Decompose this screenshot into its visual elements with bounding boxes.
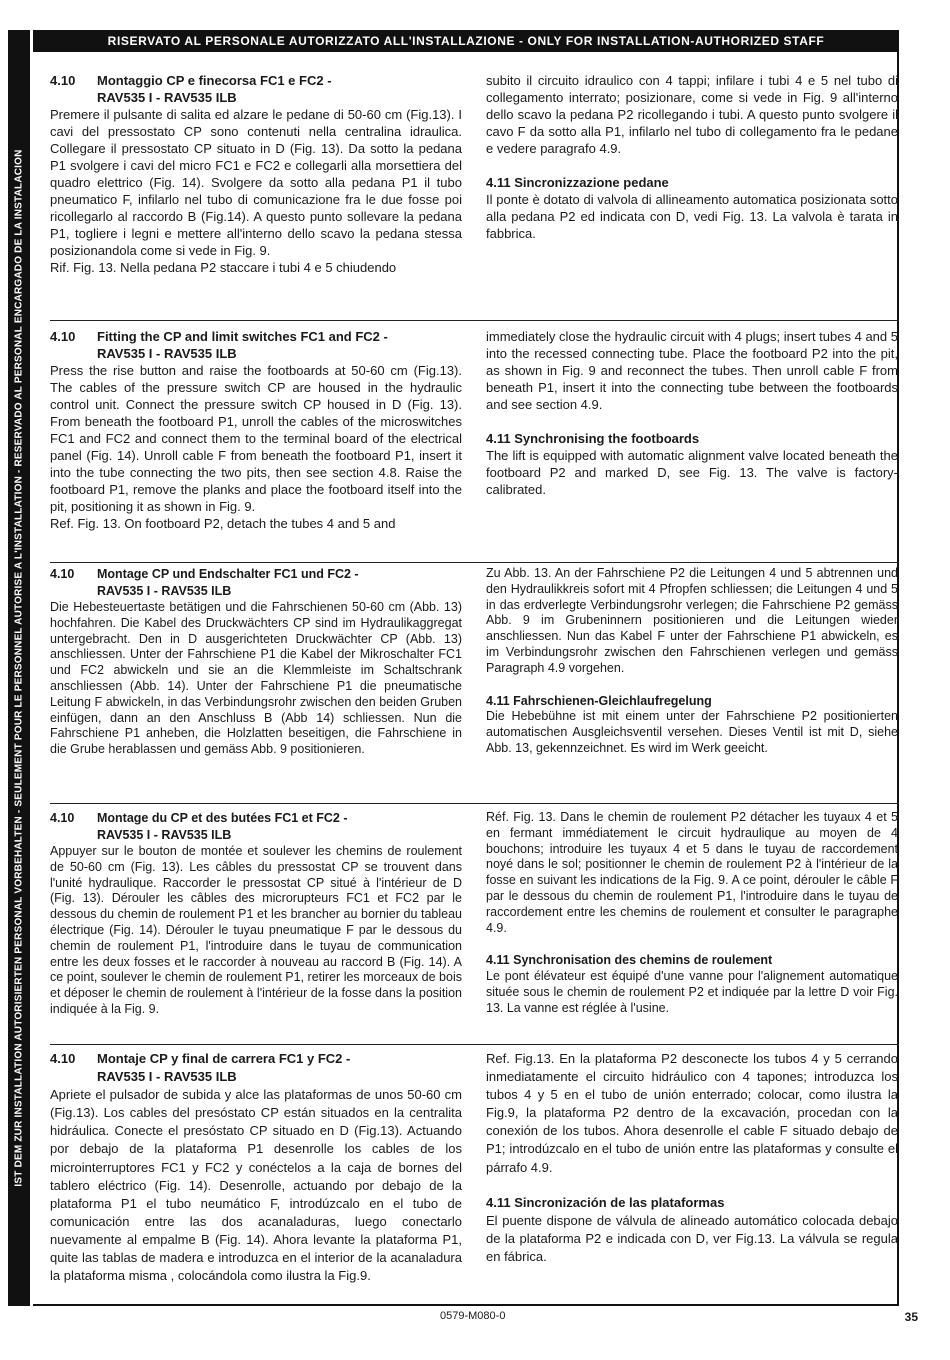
section-body-right: Réf. Fig. 13. Dans le chemin de roulement P2 détacher les tuyaux 4 et 5 en fermant immédiatement le circuit hydraulique au moyen de 4 bouchons; introduire les tuyaux 4 et 5 dans le tuyau de raccordement noyé dans le sol; positionner le chemin de roulement P2 à l'intérieur de la fosse en suivant les indications de la Fig. 9. A ce point, dérouler le câble F par le dessous du chemin de roulement P1, l'introduire dans le tuyau de raccordement entre les chemins de roulement et consulter le paragraphe 4.9. (486, 810, 898, 935)
section-french-right (486, 810, 898, 1017)
subsection-heading: 4.11 Sincronización de las plataformas (486, 1194, 725, 1210)
section-german-right (486, 566, 898, 757)
subsection-heading: 4.11 Synchronising the footboards (486, 431, 700, 446)
section-body: Apriete el pulsador de subida y alce las plataformas de unos 50-60 cm (Fig.13). Los cables del presóstato CP están situados en la centralita hidráulica. Conecte el presóstato CP situado en D (Fig.13). Actuando por debajo de la plataforma P1 desenrolle los cables de los microinterruptores FC1 y FC2 y conéctelos a la caja de bornes del tablero eléctrico (Fig. 14). Desenrolle, actuando por debajo de la plataforma P1 el tubo neumático F, introdúzcalo en el tubo de comunicación entre las dos acanaladuras, luego conectarlo nuevamente al empalme B (Fig. 14). Ahora levante la plataforma P1, quite las tablas de madera e introduzca en el interior de la acanaladura la plataforma misma , colocándola como ilustra la Fig.9. (50, 1087, 462, 1284)
section-heading: 4.10 Montaje CP y final de carrera FC1 y FC2 - RAV535 I - RAV535 ILB (50, 1051, 351, 1085)
section-spanish-right (486, 1050, 898, 1266)
section-english (50, 328, 899, 556)
section-body-right: Zu Abb. 13. An der Fahrschiene P2 die Leitungen 4 und 5 abtrennen und den Hydraulikkreis sofort mit 4 Pfropfen schliessen; die Leitungen 4 und 5 in das erdverlegte Verbindungsrohr verlegen; die Fahrschiene P2 gemäss Abb. 9 im Grubeninnern positionieren und die Leitungen wieder anschliessen. Nun das Kabel F unter der Fahrschiene P1 abwickeln, es im Verbindungsrohr zwischen den Fahrschienen verlegen und gemäss Paragraph 4.9 vorgehen. (486, 566, 898, 675)
side-banner (8, 30, 30, 1306)
section-italian-left (50, 72, 462, 276)
section-italian-right (486, 72, 898, 242)
section-spanish (50, 1050, 899, 1300)
section-divider (50, 1044, 899, 1045)
section-body-continued: Ref. Fig. 13. On footboard P2, detach the tubes 4 and 5 and (50, 516, 396, 531)
section-italian (50, 72, 899, 312)
subsection-body: Le pont élévateur est équipé d'une vanne pour l'alignement automatique située sous le chemin de roulement P2 et indiquée par la lettre D voir Fig. 13. La vanne est réglée à l'usine. (486, 969, 898, 1015)
subsection-heading: 4.11 Fahrschienen-Gleichlaufregelung (486, 693, 712, 708)
section-heading: 4.10 Montage CP und Endschalter FC1 und FC2 - RAV535 I - RAV535 ILB (50, 567, 359, 598)
section-body-right: subito il circuito idraulico con 4 tappi; infilare i tubi 4 e 5 nel tubo di collegamento interrato; posizionare, come si vede in Fig. 9 all'interno dello scavo la pedana P2 ricollegando i tubi. A questo punto svolgere il cavo F da sotto alla P1, infilarlo nel tubo di collegamento fra le pedane e vedere paragrafo 4.9. (486, 73, 898, 156)
section-body-right: immediately close the hydraulic circuit with 4 plugs; insert tubes 4 and 5 into the recessed connecting tube. Place the footboard P2 into the pit, as shown in Fig. 9 and reconnect the tubes. Then unroll cable F from beneath P1, insert it into the connecting tube between the footboards and see section 4.9. (486, 329, 898, 412)
subsection-body: El puente dispone de válvula de alineado automático colocada debajo de la plataforma P2 e indicada con D, ver Fig.13. La válvula se regula en fábrica. (486, 1212, 898, 1264)
section-body: Appuyer sur le bouton de montée et soulever les chemins de roulement de 50-60 cm (Fig. 13). Les câbles du pressostat CP se trouvent dans l'unité hydraulique. Raccorder le pressostat CP situé à l'intérieur de D (Fig. 13). Dérouler les câbles des microrupteurs FC1 et FC2 par le dessous du chemin de roulement P1 et les brancher au bornier du tableau électrique (Fig. 14). Dérouler le tuyau pneumatique F par le dessous du chemin de roulement P1, l'introduire dans le tuyau de communication entre les deux fosses et le raccorder à nouveau au raccord B (Fig. 14). A ce point, soulever le chemin de roulement P1, retirer les morceaux de bois et déposer le chemin de roulement à l'intérieur de la fosse dans la position indiquée à la Fig. 9. (50, 844, 462, 1016)
section-spanish-left (50, 1050, 462, 1285)
section-body-right: Ref. Fig.13. En la plataforma P2 desconecte los tubos 4 y 5 cerrando inmediatamente el circuito hidráulico con 4 tapones; introduzca los tubos 4 y 5 en el tubo de unión enterrado; colocar, como ilustra la Fig.9, la plataforma P2 dentro de la excavación, procedan con la conexión de los tubos. Ahora desenrolle el cable F situado debajo de P1; introdúzcalo en el tubo de unión entre las plataformas y consulte el párrafo 4.9. (486, 1051, 898, 1175)
side-banner-text: IST DEM ZUR INSTALLATION AUTORISIERTEN PERSONAL VORBEHALTEN - SEULEMENT POUR LE PERSONNEL AUTORISE A L'INSTALLATION - RESERVADO AL PERSONAL ENCARGADO DE LA INSTALACION (13, 149, 25, 1187)
top-banner: RISERVATO AL PERSONALE AUTORIZZATO ALL'INSTALLAZIONE - ONLY FOR INSTALLATION-AUTHORIZED STAFF (33, 30, 899, 52)
section-heading: 4.10 Montaggio CP e finecorsa FC1 e FC2 - RAV535 I - RAV535 ILB (50, 73, 332, 105)
section-english-right (486, 328, 898, 498)
subsection-body: The lift is equipped with automatic alignment valve located beneath the footboard P2 and marked D, see Fig. 13. The valve is factory-calibrated. (486, 448, 898, 497)
section-heading: 4.10 Montage du CP et des butées FC1 et FC2 - RAV535 I - RAV535 ILB (50, 811, 348, 842)
section-english-left (50, 328, 462, 532)
section-german (50, 566, 899, 796)
section-divider (50, 320, 899, 321)
section-body: Die Hebesteuertaste betätigen und die Fahrschienen 50-60 cm (Abb. 13) hochfahren. Die Kabel des Druckwächters CP sind im Hydraulikaggregat untergebracht. Den in D ausgerichteten Druckwächter CP (Abb. 13) anschliessen. Unter der Fahrschiene P1 die Kabel der Mikroschalter FC1 und FC2 abwickeln und sie an die Klemmleiste im Schaltschrank anschliessen (Abb. 14). Unter der Fahrschiene P1 die pneumatische Leitung F abwickeln, in das Verbindungsrohr zwischen den beiden Gruben einfügen, dann an den Anschluss B (Abb 14) schliessen. Nun die Fahrschiene P1 anheben, die Holzlatten beseitigen, die Fahrschiene in die Grube herablassen und gemäss Abb. 9 positionieren. (50, 600, 462, 757)
section-heading: 4.10 Fitting the CP and limit switches FC1 and FC2 - RAV535 I - RAV535 ILB (50, 329, 388, 361)
subsection-body: Il ponte è dotato di valvola di allineamento automatica posizionata sotto alla pedana P2 ed indicata con D, vedi Fig. 13. La valvola è tarata in fabbrica. (486, 192, 898, 241)
page-number: 35 (904, 1310, 918, 1324)
document-code: 0579-M080-0 (440, 1310, 506, 1322)
subsection-heading: 4.11 Sincronizzazione pedane (486, 175, 669, 190)
section-body: Press the rise button and raise the footboards at 50-60 cm (Fig.13). The cables of the pressure switch CP are housed in the hydraulic control unit. Connect the pressure switch CP housed in D (Fig. 13). From beneath the footboard P1, unroll the cables of the microswitches FC1 and FC2 and connect them to the terminal board of the electrical panel (Fig. 14). Unroll cable F from beneath the footboard P1, insert it into the tube connecting the two pits, then see section 4.8. Raise the footboard P1, remove the planks and place the footboard itself into the pit, positioning it as shown in Fig. 9. (50, 363, 462, 514)
section-french (50, 810, 899, 1038)
subsection-body: Die Hebebühne ist mit einem unter der Fahrschiene P2 positionierten automatischen Ausgleichsventil versehen. Dieses Ventil ist mit D, siehe Abb. 13, gekennzeichnet. Es wird im Werk geeicht. (486, 709, 898, 755)
section-german-left (50, 566, 462, 758)
section-body: Premere il pulsante di salita ed alzare le pedane di 50-60 cm (Fig.13). I cavi del pressostato CP sono contenuti nella centralina idraulica. Collegare il pressostato CP situato in D (Fig. 13). Da sotto la pedana P1 svolgere i cavi del micro FC1 e FC2 e collegarli alla morsettiera del quadro elettrico (Fig. 14). Svolgere da sotto alla pedana P1 il tubo pneumatico F, infilarlo nel tubo di comunicazione fra le due fosse poi ricollegarlo al raccordo B (Fig.14). A questo punto sollevare la pedana P1, togliere i legni e mettere all'interno dello scavo la pedana stessa posizionandola come si vede in Fig. 9. (50, 107, 462, 258)
section-french-left (50, 810, 462, 1018)
section-divider (50, 562, 899, 563)
section-divider (50, 803, 899, 804)
section-body-continued: Rif. Fig. 13. Nella pedana P2 staccare i tubi 4 e 5 chiudendo (50, 260, 397, 275)
subsection-heading: 4.11 Synchronisation des chemins de roulement (486, 953, 773, 968)
